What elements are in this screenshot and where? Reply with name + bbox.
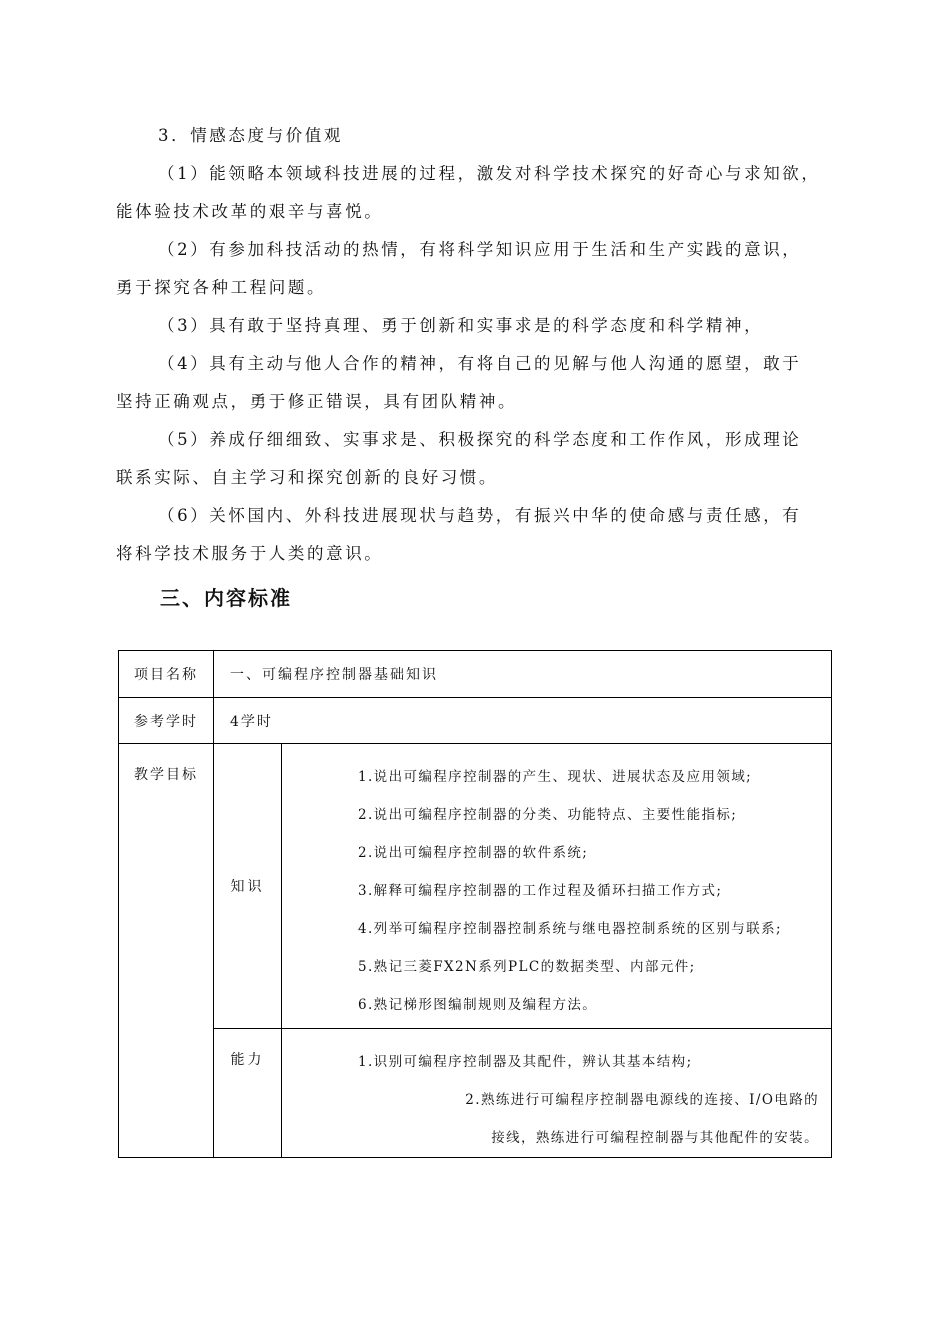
list-item: （2）有参加科技活动的热情，有将科学知识应用于生活和生产实践的意识， — [158, 240, 802, 259]
list-item: 3.解释可编程序控制器的工作过程及循环扫描工作方式; — [358, 883, 723, 899]
list-item-continuation: 联系实际、自主学习和探究创新的良好习惯。 — [116, 468, 498, 487]
section-attitude — [116, 117, 838, 573]
table-row — [119, 744, 832, 1029]
list-item: 2.说出可编程序控制器的软件系统; — [358, 845, 589, 861]
list-item-continuation: 能体验技术改革的艰辛与喜悦。 — [116, 202, 384, 221]
list-item-continuation: 坚持正确观点，勇于修正错误，具有团队精神。 — [116, 392, 518, 411]
section-title: 3．情感态度与价值观 — [158, 126, 343, 145]
list-item: 2.熟练进行可编程序控制器电源线的连接、I/O电路的 — [465, 1092, 819, 1108]
list-item: 6.熟记梯形图编制规则及编程方法。 — [358, 997, 598, 1013]
list-item: （4）具有主动与他人合作的精神，有将自己的见解与他人沟通的愿望，敢于 — [158, 354, 802, 373]
list-item-continuation: 将科学技术服务于人类的意识。 — [116, 544, 384, 563]
list-item-continuation: 接线，熟练进行可编程控制器与其他配件的安装。 — [491, 1130, 819, 1146]
knowledge-list — [282, 744, 832, 1029]
knowledge-label: 知识 — [214, 744, 282, 1029]
hours-value: 4学时 — [214, 698, 832, 744]
list-item: 2.说出可编程序控制器的分类、功能特点、主要性能指标; — [358, 807, 738, 823]
list-item: 1.识别可编程序控制器及其配件，辨认其基本结构; — [358, 1054, 693, 1070]
ability-label: 能力 — [214, 1029, 282, 1158]
table-row — [119, 651, 832, 698]
list-item: （3）具有敢于坚持真理、勇于创新和实事求是的科学态度和科学精神， — [158, 316, 764, 335]
list-item: （6）关怀国内、外科技进展现状与趋势，有振兴中华的使命感与责任感，有 — [158, 506, 802, 525]
content-standard-heading: 三、内容标准 — [160, 586, 292, 610]
list-item: （5）养成仔细细致、实事求是、积极探究的科学态度和工作作风，形成理论 — [158, 430, 802, 449]
teaching-goal-label: 教学目标 — [119, 744, 214, 1158]
list-item: 5.熟记三菱FX2N系列PLC的数据类型、内部元件; — [358, 959, 696, 975]
hours-label: 参考学时 — [119, 698, 214, 744]
table-row — [119, 698, 832, 744]
list-item: 4.列举可编程序控制器控制系统与继电器控制系统的区别与联系; — [358, 921, 782, 937]
project-name-label: 项目名称 — [119, 651, 214, 698]
content-standard-table — [118, 650, 832, 1158]
table-row — [119, 1029, 832, 1158]
ability-list — [282, 1029, 832, 1158]
list-item: （1）能领略本领域科技进展的过程，激发对科学技术探究的好奇心与求知欲， — [158, 164, 821, 183]
list-item-continuation: 勇于探究各种工程问题。 — [116, 278, 327, 297]
list-item: 1.说出可编程序控制器的产生、现状、进展状态及应用领域; — [358, 769, 753, 785]
project-name-value: 一、可编程序控制器基础知识 — [214, 651, 832, 698]
